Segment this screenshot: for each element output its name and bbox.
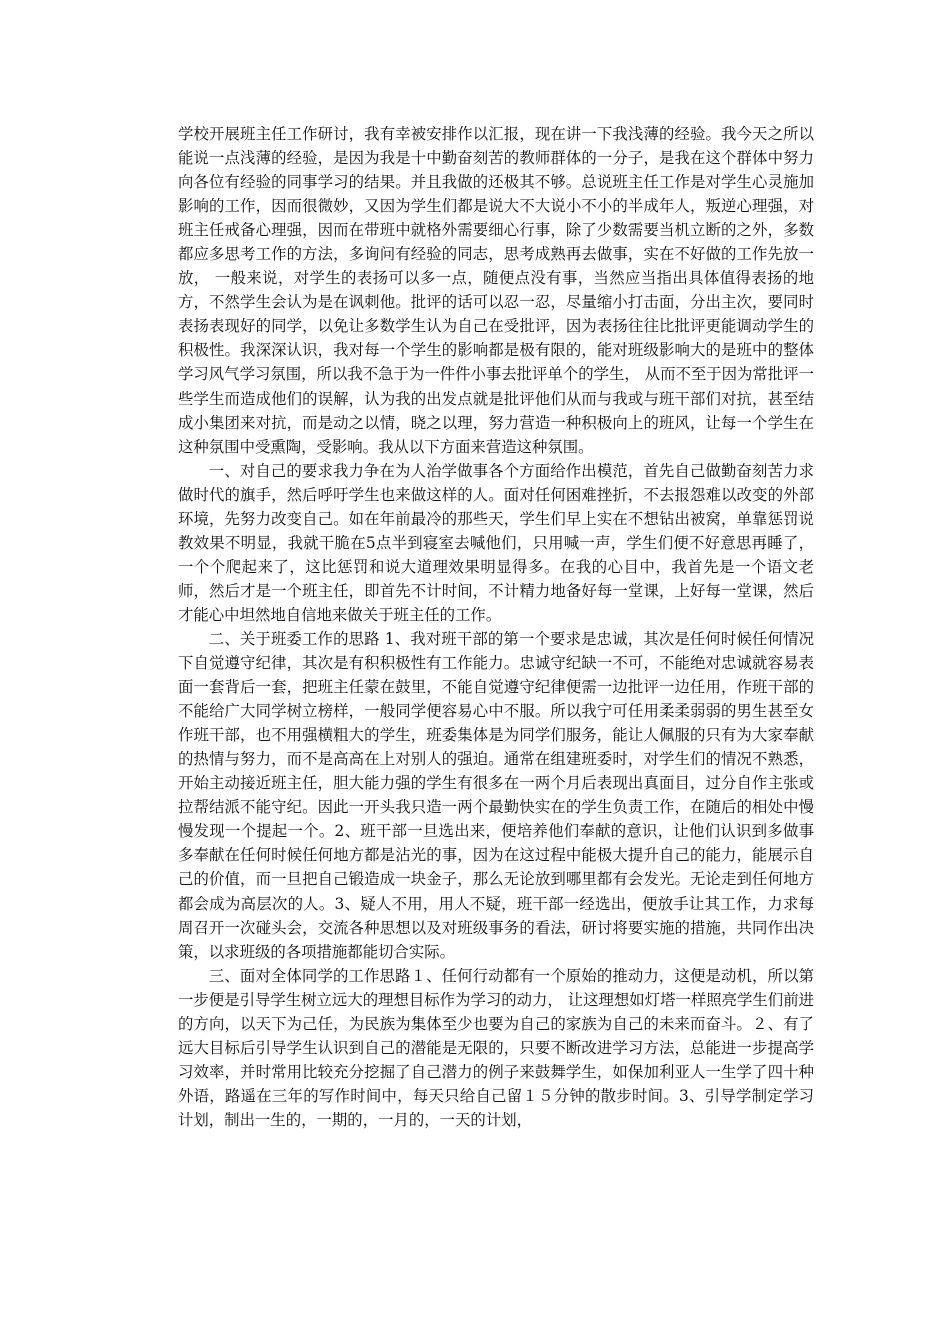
paragraph-all-students: 三、面对全体同学的工作思路１、任何行动都有一个原始的推动力，这便是动机，所以第一步便是引导学生树立远大的理想目标作为学习的动力， 让这理想如灯塔一样照亮学生们前进的方向，以天下为己任，为民族为集体至少也要为自己的家族为自己的未来而奋斗。２、有了远大目标后引导学生认识到自己的潜能是无限的，只要不断改进学习方法，总能进一步提高学习效率，并时常用比较充分挖掘了自己潜力的例子来鼓舞学生，如保加利亚人一生学了四十种外语，路遥在三年的写作时间中，每天只给自己留１５分钟的散步时间。3、引导学制定学习计划，制出一生的，一期的，一月的，一天的计划， [178,966,814,1129]
document-body [178,122,814,1132]
paragraph-self-requirements: 一、对自己的要求我力争在为人治学做事各个方面给作出模范，首先自己做勤奋刻苦力求做时代的旗手，然后呼吁学生也来做这样的人。面对任何困难挫折，不去报怨难以改变的外部环境，先努力改变自己。如在年前最冷的那些天，学生们早上实在不想钻出被窝，单靠惩罚说教效果不明显，我就干脆在5点半到寝室去喊他们，只用喊一声，学生们便不好意思再睡了，一个个爬起来了，这比惩罚和说大道理效果明显得多。在我的心目中，我首先是一个语文老师，然后才是一个班主任，即首先不计时间，不计精力地备好每一堂课，上好每一堂课，然后才能心中坦然地自信地来做关于班主任的工作。 [178,461,814,624]
paragraph-class-committee: 二、关于班委工作的思路 1、我对班干部的第一个要求是忠诚，其次是任何时候任何情况下自觉遵守纪律，其次是有积积极性有工作能力。忠诚守纪缺一不可，不能绝对忠诚就容易表面一套背后一套，把班主任蒙在鼓里，不能自觉遵守纪律便需一边批评一边任用，作班干部的不能给广大同学树立榜样，一般同学便容易心中不服。所以我宁可任用柔柔弱弱的男生甚至女作班干部，也不用强横粗大的学生，班委集体是为同学们服务，能让人佩服的只有为大家奉献的热情与努力，而不是高高在上对别人的强迫。通常在组建班委时，对学生们的情况不熟悉，开始主动接近班主任，胆大能力强的学生有很多在一两个月后表现出真面目，过分自作主张或拉帮结派不能守纪。因此一开头我只造一两个最勤快实在的学生负责工作，在随后的相处中慢慢发现一个提起一个。2、班干部一旦选出来，便培养他们奉献的意识，让他们认识到多做事多奉献在任何时候任何地方都是沾光的事，因为在这过程中能极大提升自己的能力，能展示自己的价值，而一旦把自己锻造成一块金子，那么无论放到哪里都有会发光。无论走到任何地方都会成为高层次的人。3、疑人不用，用人不疑，班干部一经选出，便放手让其工作，力求每周召开一次碰头会，交流各种思想以及对班级事务的看法，研讨将要实施的措施，共同作出决策，以求班级的各项措施都能切合实际。 [178,629,814,961]
paragraph-intro: 学校开展班主任工作研讨，我有幸被安排作以汇报，现在讲一下我浅薄的经验。我今天之所以能说一点浅薄的经验，是因为我是十中勤奋刻苦的教师群体的一分子，是我在这个群体中努力向各位有经验的同事学习的结果。并且我做的还极其不够。总说班主任工作是对学生心灵施加影响的工作，因而很微妙，又因为学生们都是说大不大说小不小的半成年人，叛逆心理强，对班主任戒备心理强，因而在带班中就格外需要细心行事，除了少数需要当机立断的之外，多数都应多思考工作的方法，多询问有经验的同志，思考成熟再去做事，实在不好做的工作先放一放， 一般来说，对学生的表扬可以多一点，随便点没有事，当然应当指出具体值得表扬的地方，不然学生会认为是在讽刺他。批评的话可以忍一忍，尽量缩小打击面，分出主次，要同时表扬表现好的同学，以免让多数学生认为自己在受批评，因为表扬往往比批评更能调动学生的积极性。我深深认识，我对每一个学生的影响都是极有限的，能对班级影响大的是班中的整体学习风气学习氛围，所以我不急于为一件件小事去批评单个的学生， 从而不至于因为常批评一些学生而造成他们的误解，认为我的出发点就是批评他们从而与我或与班干部们对抗，甚至结成小集团来对抗，而是动之以情，晓之以理，努力营造一种积极向上的班风，让每一个学生在这种氛围中受熏陶，受影响。我从以下方面来营造这种氛围。 [178,125,814,456]
